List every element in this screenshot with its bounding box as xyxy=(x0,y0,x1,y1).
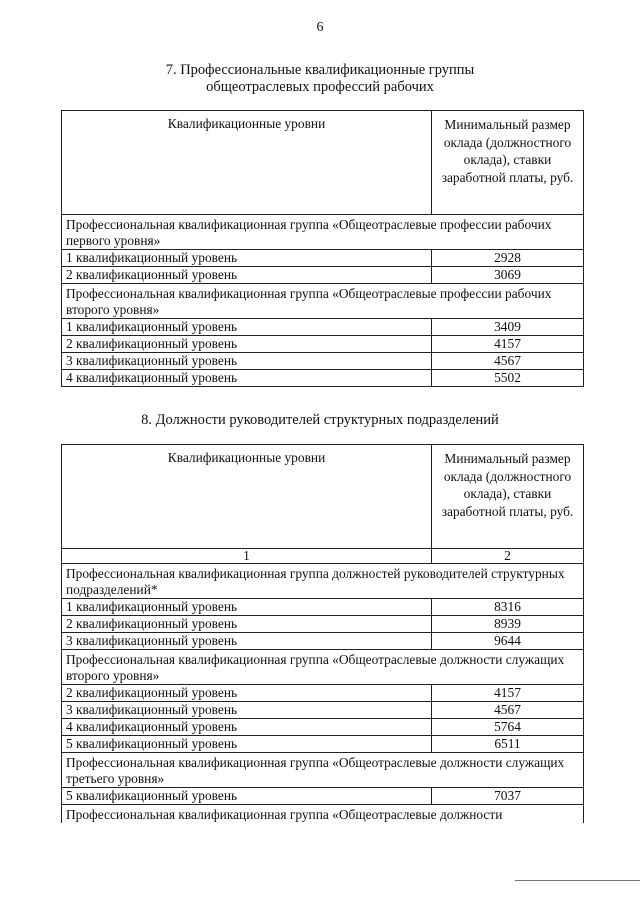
group-name: Профессиональная квалификационная группа «Общеотраслевые профессии рабочих первого уровня» xyxy=(62,215,584,250)
salary-value: 8939 xyxy=(432,616,584,633)
table-row xyxy=(62,788,584,805)
group-row xyxy=(62,650,584,685)
section-7-title-line-2: общеотраслевых профессий рабочих xyxy=(206,79,434,95)
bottom-rule xyxy=(515,880,640,881)
group-name: Профессиональная квалификационная группа «Общеотраслевые профессии рабочих второго уровня» xyxy=(62,284,584,319)
section-7-title-line-1: 7. Профессиональные квалификационные группы xyxy=(165,62,475,78)
table-row xyxy=(62,250,584,267)
salary-value: 3409 xyxy=(432,319,584,336)
qualification-level: 4 квалификационный уровень xyxy=(62,370,432,387)
group-row xyxy=(62,284,584,319)
table-row xyxy=(62,267,584,284)
column-number-1: 1 xyxy=(62,549,432,564)
group-row xyxy=(62,805,584,824)
qualification-level: 2 квалификационный уровень xyxy=(62,267,432,284)
qualification-level: 1 квалификационный уровень xyxy=(62,599,432,616)
qualification-level: 1 квалификационный уровень xyxy=(62,250,432,267)
section-7-title xyxy=(0,62,640,96)
qualification-level: 3 квалификационный уровень xyxy=(62,702,432,719)
qualification-level: 5 квалификационный уровень xyxy=(62,736,432,753)
table-row xyxy=(62,719,584,736)
group-name: Профессиональная квалификационная группа «Общеотраслевые должности служащих третьего уровня» xyxy=(62,753,584,788)
table-row xyxy=(62,685,584,702)
salary-value: 7037 xyxy=(432,788,584,805)
qualification-level: 2 квалификационный уровень xyxy=(62,685,432,702)
column-number-2: 2 xyxy=(432,549,584,564)
header-qualification-levels: Квалификационные уровни xyxy=(62,445,432,549)
header-qualification-levels: Квалификационные уровни xyxy=(62,111,432,215)
section-8-title: 8. Должности руководителей структурных подразделений xyxy=(141,412,499,428)
qualification-level: 3 квалификационный уровень xyxy=(62,353,432,370)
qualification-level: 5 квалификационный уровень xyxy=(62,788,432,805)
salary-value: 4567 xyxy=(432,702,584,719)
table-row xyxy=(62,599,584,616)
salary-value: 8316 xyxy=(432,599,584,616)
table-row xyxy=(62,353,584,370)
table-row xyxy=(62,736,584,753)
table-row xyxy=(62,370,584,387)
table-row xyxy=(62,702,584,719)
salary-value: 9644 xyxy=(432,633,584,650)
table-row xyxy=(62,319,584,336)
header-minimum-salary: Минимальный размер оклада (должностного оклада), ставки заработной платы, руб. xyxy=(432,111,584,215)
salary-value: 2928 xyxy=(432,250,584,267)
salary-value: 4567 xyxy=(432,353,584,370)
qualification-level: 1 квалификационный уровень xyxy=(62,319,432,336)
salary-value: 5502 xyxy=(432,370,584,387)
salary-value: 6511 xyxy=(432,736,584,753)
qualification-table-workers xyxy=(61,110,584,387)
table-row xyxy=(62,633,584,650)
table-body xyxy=(62,215,584,387)
table-row xyxy=(62,616,584,633)
salary-value: 4157 xyxy=(432,685,584,702)
qualification-level: 2 квалификационный уровень xyxy=(62,336,432,353)
qualification-level: 4 квалификационный уровень xyxy=(62,719,432,736)
table-row xyxy=(62,336,584,353)
salary-value: 3069 xyxy=(432,267,584,284)
group-name: Профессиональная квалификационная группа должностей руководителей структурных подразделений* xyxy=(62,564,584,599)
group-row xyxy=(62,215,584,250)
group-row xyxy=(62,564,584,599)
header-minimum-salary: Минимальный размер оклада (должностного оклада), ставки заработной платы, руб. xyxy=(432,445,584,549)
group-name: Профессиональная квалификационная группа «Общеотраслевые должности служащих второго уровня» xyxy=(62,650,584,685)
salary-value: 4157 xyxy=(432,336,584,353)
group-name: Профессиональная квалификационная группа «Общеотраслевые должности xyxy=(62,805,584,824)
qualification-table-managers xyxy=(61,444,584,823)
group-row xyxy=(62,753,584,788)
qualification-level: 2 квалификационный уровень xyxy=(62,616,432,633)
page-number: 6 xyxy=(316,20,324,35)
qualification-level: 3 квалификационный уровень xyxy=(62,633,432,650)
table-body xyxy=(62,564,584,824)
salary-value: 5764 xyxy=(432,719,584,736)
